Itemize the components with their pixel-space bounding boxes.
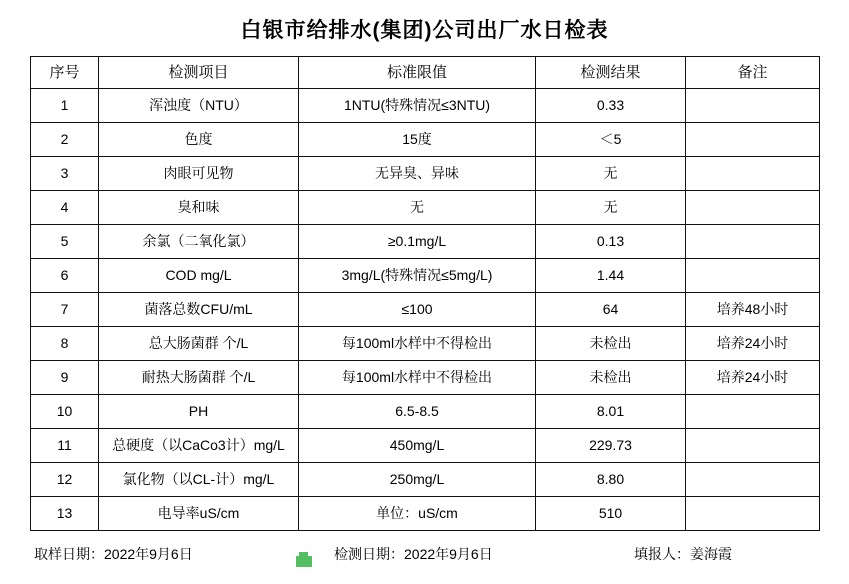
cell-standard: ≥0.1mg/L	[299, 225, 536, 259]
cell-item: 浑浊度（NTU）	[99, 89, 299, 123]
page-title: 白银市给排水(集团)公司出厂水日检表	[240, 19, 609, 42]
table-row	[31, 497, 820, 531]
column-header-no: 序号	[31, 57, 99, 89]
column-header-item: 检测项目	[99, 57, 299, 89]
table-row	[31, 89, 820, 123]
table-row	[31, 429, 820, 463]
cell-standard: ≤100	[299, 293, 536, 327]
table-row	[31, 123, 820, 157]
cell-no: 10	[31, 395, 99, 429]
table-row	[31, 463, 820, 497]
cell-note	[686, 123, 820, 157]
cell-item: COD mg/L	[99, 259, 299, 293]
footer-info	[0, 544, 849, 564]
cell-no: 13	[31, 497, 99, 531]
cell-no: 5	[31, 225, 99, 259]
cell-item: 总大肠菌群 个/L	[99, 327, 299, 361]
cell-note: 培养48小时	[686, 293, 820, 327]
testing-date: 检测日期：2022年9月6日	[334, 546, 493, 562]
cell-result: 0.33	[536, 89, 686, 123]
cell-standard: 3mg/L(特殊情况≤5mg/L)	[299, 259, 536, 293]
cell-no: 7	[31, 293, 99, 327]
table-row	[31, 259, 820, 293]
cell-note	[686, 259, 820, 293]
cell-item: 余氯（二氧化氯）	[99, 225, 299, 259]
table-row	[31, 225, 820, 259]
cell-item: 菌落总数CFU/mL	[99, 293, 299, 327]
cell-result: 未检出	[536, 361, 686, 395]
table-row	[31, 191, 820, 225]
cell-no: 12	[31, 463, 99, 497]
cell-standard: 250mg/L	[299, 463, 536, 497]
table-row	[31, 361, 820, 395]
cell-no: 11	[31, 429, 99, 463]
cell-standard: 6.5-8.5	[299, 395, 536, 429]
column-header-note: 备注	[686, 57, 820, 89]
cell-note	[686, 429, 820, 463]
cell-result: 0.13	[536, 225, 686, 259]
cell-no: 4	[31, 191, 99, 225]
column-header-standard: 标准限值	[299, 57, 536, 89]
cell-result: 8.01	[536, 395, 686, 429]
cell-standard: 无	[299, 191, 536, 225]
cell-standard: 每100ml水样中不得检出	[299, 327, 536, 361]
column-header-result: 检测结果	[536, 57, 686, 89]
cell-item: 色度	[99, 123, 299, 157]
cell-item: 电导率uS/cm	[99, 497, 299, 531]
cell-result: 1.44	[536, 259, 686, 293]
table-row	[31, 293, 820, 327]
cell-no: 2	[31, 123, 99, 157]
cell-result: 510	[536, 497, 686, 531]
cell-note	[686, 225, 820, 259]
cell-note	[686, 89, 820, 123]
cell-note	[686, 497, 820, 531]
cell-note: 培养24小时	[686, 361, 820, 395]
green-marker-icon	[296, 556, 312, 567]
table-row	[31, 327, 820, 361]
cell-no: 3	[31, 157, 99, 191]
cell-result: 无	[536, 191, 686, 225]
cell-result: ＜5	[536, 123, 686, 157]
cell-standard: 无异臭、异味	[299, 157, 536, 191]
table-row	[31, 157, 820, 191]
cell-standard: 1NTU(特殊情况≤3NTU)	[299, 89, 536, 123]
cell-no: 6	[31, 259, 99, 293]
cell-item: 臭和味	[99, 191, 299, 225]
cell-item: 氯化物（以CL-计）mg/L	[99, 463, 299, 497]
water-quality-table	[30, 56, 820, 531]
cell-standard: 450mg/L	[299, 429, 536, 463]
cell-note	[686, 157, 820, 191]
table-container	[0, 56, 849, 531]
cell-item: 总硬度（以CaCo3计）mg/L	[99, 429, 299, 463]
cell-note	[686, 191, 820, 225]
cell-result: 无	[536, 157, 686, 191]
cell-result: 8.80	[536, 463, 686, 497]
cell-result: 64	[536, 293, 686, 327]
reporter-name: 填报人：姜海霞	[634, 546, 732, 562]
cell-item: PH	[99, 395, 299, 429]
cell-result: 未检出	[536, 327, 686, 361]
cell-note	[686, 463, 820, 497]
cell-no: 8	[31, 327, 99, 361]
sampling-date: 取样日期：2022年9月6日	[34, 546, 193, 562]
cell-item: 耐热大肠菌群 个/L	[99, 361, 299, 395]
cell-standard: 15度	[299, 123, 536, 157]
cell-item: 肉眼可见物	[99, 157, 299, 191]
cell-note: 培养24小时	[686, 327, 820, 361]
table-header-row	[31, 57, 820, 89]
cell-note	[686, 395, 820, 429]
cell-no: 9	[31, 361, 99, 395]
table-row	[31, 395, 820, 429]
cell-result: 229.73	[536, 429, 686, 463]
cell-standard: 单位：uS/cm	[299, 497, 536, 531]
table-body	[31, 89, 820, 531]
cell-no: 1	[31, 89, 99, 123]
table-header	[31, 57, 820, 89]
cell-standard: 每100ml水样中不得检出	[299, 361, 536, 395]
